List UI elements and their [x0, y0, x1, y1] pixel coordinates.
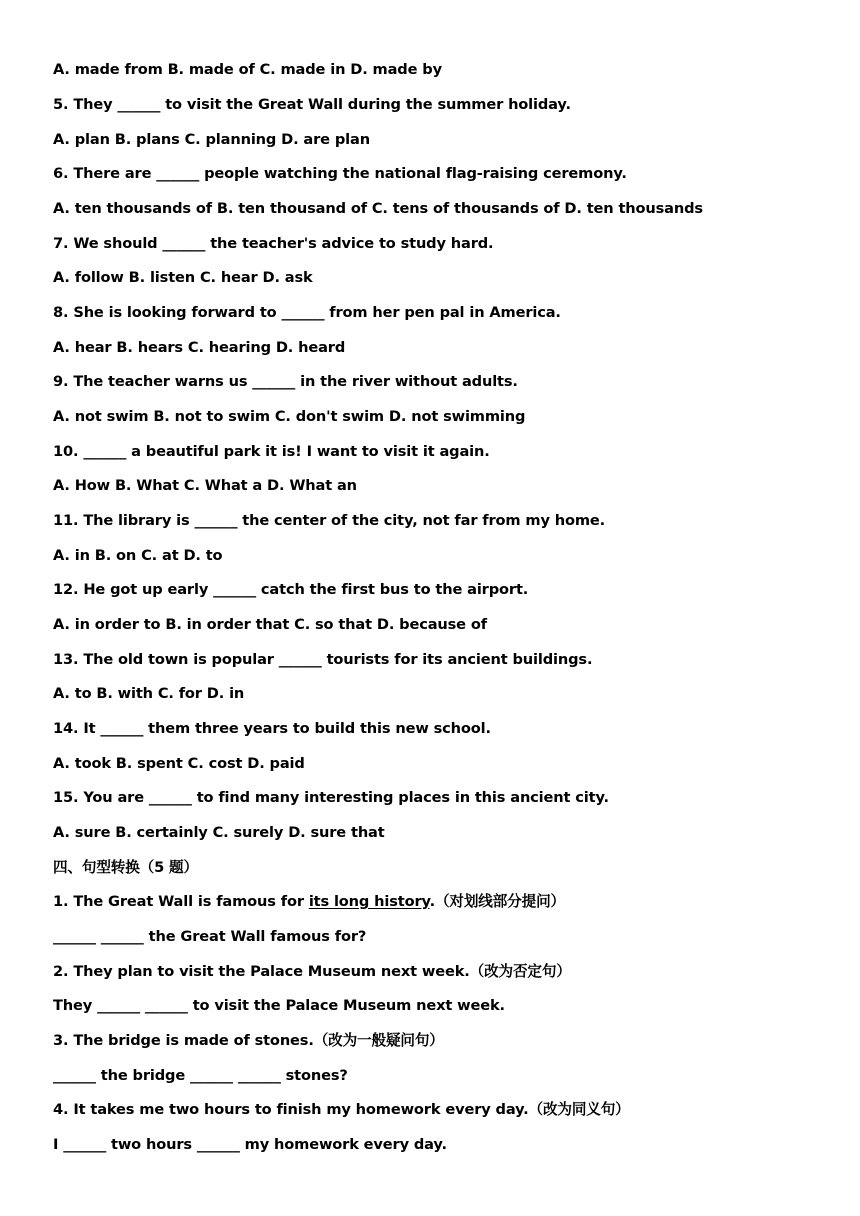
options-q7: A. follow B. listen C. hear D. ask — [53, 269, 313, 286]
transform-question-2: 2. They plan to visit the Palace Museum next week.（改为否定句） — [53, 963, 571, 980]
question-7: 7. We should ______ the teacher's advice to study hard. — [53, 235, 494, 252]
question-11: 11. The library is ______ the center of the city, not far from my home. — [53, 512, 606, 529]
options-q5: A. plan B. plans C. planning D. are plan — [53, 131, 370, 148]
transform-question-3: 3. The bridge is made of stones.（改为一般疑问句） — [53, 1032, 444, 1049]
options-q9: A. not swim B. not to swim C. don't swim D. not swimming — [53, 408, 526, 425]
options-q13: A. to B. with C. for D. in — [53, 685, 245, 702]
transform-answer-3: ______ the bridge ______ ______ stones? — [53, 1067, 348, 1084]
options-q14: A. took B. spent C. cost D. paid — [53, 755, 305, 772]
options-q6: A. ten thousands of B. ten thousand of C. tens of thousands of D. ten thousands — [53, 200, 703, 217]
options-q4: A. made from B. made of C. made in D. made by — [53, 61, 442, 78]
options-q12: A. in order to B. in order that C. so that D. because of — [53, 616, 487, 633]
question-10: 10. ______ a beautiful park it is! I want to visit it again. — [53, 443, 490, 460]
options-q11: A. in B. on C. at D. to — [53, 547, 223, 564]
question-15: 15. You are ______ to find many interesting places in this ancient city. — [53, 789, 609, 806]
transform-question-4: 4. It takes me two hours to finish my homework every day.（改为同义句） — [53, 1101, 630, 1118]
question-12: 12. He got up early ______ catch the first bus to the airport. — [53, 581, 529, 598]
transform-q1-underlined-part: its long history — [308, 893, 430, 910]
question-13: 13. The old town is popular ______ tourists for its ancient buildings. — [53, 651, 593, 668]
transform-question-1 — [53, 890, 565, 914]
question-9: 9. The teacher warns us ______ in the river without adults. — [53, 373, 518, 390]
question-8: 8. She is looking forward to ______ from her pen pal in America. — [53, 304, 561, 321]
question-6: 6. There are ______ people watching the national flag-raising ceremony. — [53, 165, 627, 182]
question-14: 14. It ______ them three years to build this new school. — [53, 720, 491, 737]
transform-q1-text-before: 1. The Great Wall is famous for — [53, 893, 309, 910]
transform-answer-4: I ______ two hours ______ my homework every day. — [53, 1136, 447, 1153]
transform-answer-1: ______ ______ the Great Wall famous for? — [53, 928, 367, 945]
transform-q1-text-after: .（对划线部分提问） — [429, 893, 565, 910]
options-q10: A. How B. What C. What a D. What an — [53, 477, 357, 494]
options-q8: A. hear B. hears C. hearing D. heard — [53, 339, 346, 356]
section-heading-sentence-transformation: 四、句型转换（5 题） — [53, 859, 198, 876]
question-5: 5. They ______ to visit the Great Wall during the summer holiday. — [53, 96, 571, 113]
options-q15: A. sure B. certainly C. surely D. sure that — [53, 824, 385, 841]
transform-answer-2: They ______ ______ to visit the Palace Museum next week. — [53, 997, 505, 1014]
